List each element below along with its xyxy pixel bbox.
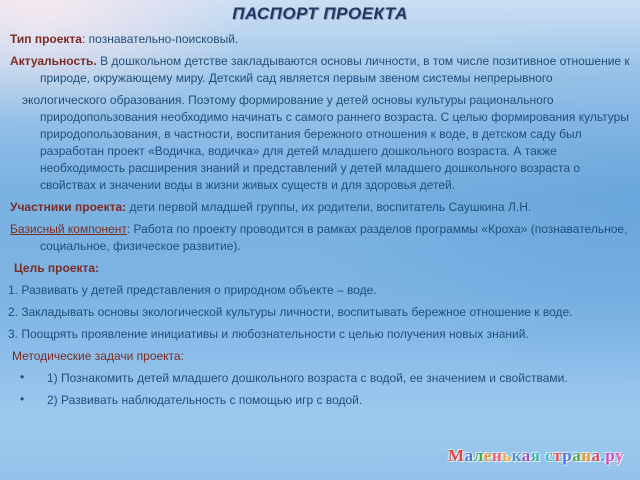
section-label: Цель проекта:: [14, 261, 100, 275]
section-label: Тип проекта: [10, 32, 82, 46]
slide-body: [0, 31, 640, 409]
watermark: [448, 446, 624, 466]
bullet-item: [0, 370, 632, 387]
paragraph: [0, 92, 632, 194]
body-text: 2. Закладывать основы экологической культуры личности, воспитывать бережное отношение к воде.: [8, 305, 573, 319]
paragraph: [0, 199, 632, 216]
watermark-letter: М: [448, 446, 465, 465]
bullet-icon: •: [20, 392, 25, 406]
watermark-letter: к: [511, 446, 522, 465]
body-text: 1) Познакомить детей младшего дошкольного возраста с водой, ее значением и свойствами.: [47, 371, 568, 385]
paragraph: [0, 260, 632, 277]
watermark-letter: ь: [502, 446, 512, 465]
body-text: В дошкольном детстве закладываются основы личности, в том числе позитивное отношение к природе, окружающему миру. Детский сад является первым звеном системы непрерывного: [40, 54, 630, 85]
paragraph: [0, 304, 632, 321]
paragraph: [0, 31, 632, 48]
watermark-letter: у: [615, 446, 624, 465]
body-text: дети первой младшей группы, их родители, воспитатель Саушкина Л.Н.: [126, 200, 532, 214]
paragraph: [0, 53, 632, 87]
paragraph: [0, 221, 632, 255]
bullet-item: [0, 392, 632, 409]
slide-title: ПАСПОРТ ПРОЕКТА: [232, 4, 408, 23]
body-text: : познавательно-поисковый.: [81, 32, 239, 46]
section-label-plain: Методические задачи проекта:: [12, 349, 184, 363]
watermark-letter: а: [572, 446, 582, 465]
paragraph: [0, 326, 632, 343]
body-text: 3. Поощрять проявление инициативы и любознательности с целью получения новых знаний.: [8, 327, 529, 341]
section-label-underlined: Базисный компонент: [10, 222, 127, 236]
paragraph: [0, 282, 632, 299]
watermark-letter: р: [562, 446, 573, 465]
watermark-letter: л: [473, 446, 484, 465]
body-text: 2) Развивать наблюдательность с помощью игр с водой.: [47, 393, 363, 407]
section-label: Участники проекта:: [10, 200, 127, 214]
watermark-letter: н: [581, 446, 592, 465]
body-text: 1. Развивать у детей представления о природном объекте – воде.: [8, 283, 377, 297]
section-label: Актуальность.: [10, 54, 101, 68]
paragraph: [0, 348, 632, 365]
watermark-letter: р: [605, 446, 615, 465]
body-text: экологического образования. Поэтому формирование у детей основы культуры рационального природопользования необходимо начинать с самого раннего возраста. С целью формирования культуры природопользования, в частности, воспитания бережного отношения к воде, в детском саду был разработан проект «Водичка, водичка» для детей младшего дошкольного возраста. А также необходимость расширения знаний и представлений у детей младшего дошкольного возраста о свойствах и значении воды в жизни живых существ и для здоровья детей.: [22, 93, 629, 192]
watermark-letter: а: [591, 446, 601, 465]
watermark-letter: н: [491, 446, 503, 465]
watermark-letter: с: [545, 446, 554, 465]
watermark-letter: .: [600, 446, 606, 465]
watermark-letter: е: [483, 446, 492, 465]
watermark-letter: а: [464, 446, 474, 465]
body-text: : Работа по проекту проводится в рамках разделов программы «Кроха» (познавательное, социальное, физическое развитие).: [40, 222, 628, 253]
watermark-letter: т: [553, 446, 563, 465]
bullet-icon: •: [20, 370, 25, 384]
watermark-letter: а: [521, 446, 531, 465]
watermark-letter: я: [530, 446, 541, 465]
